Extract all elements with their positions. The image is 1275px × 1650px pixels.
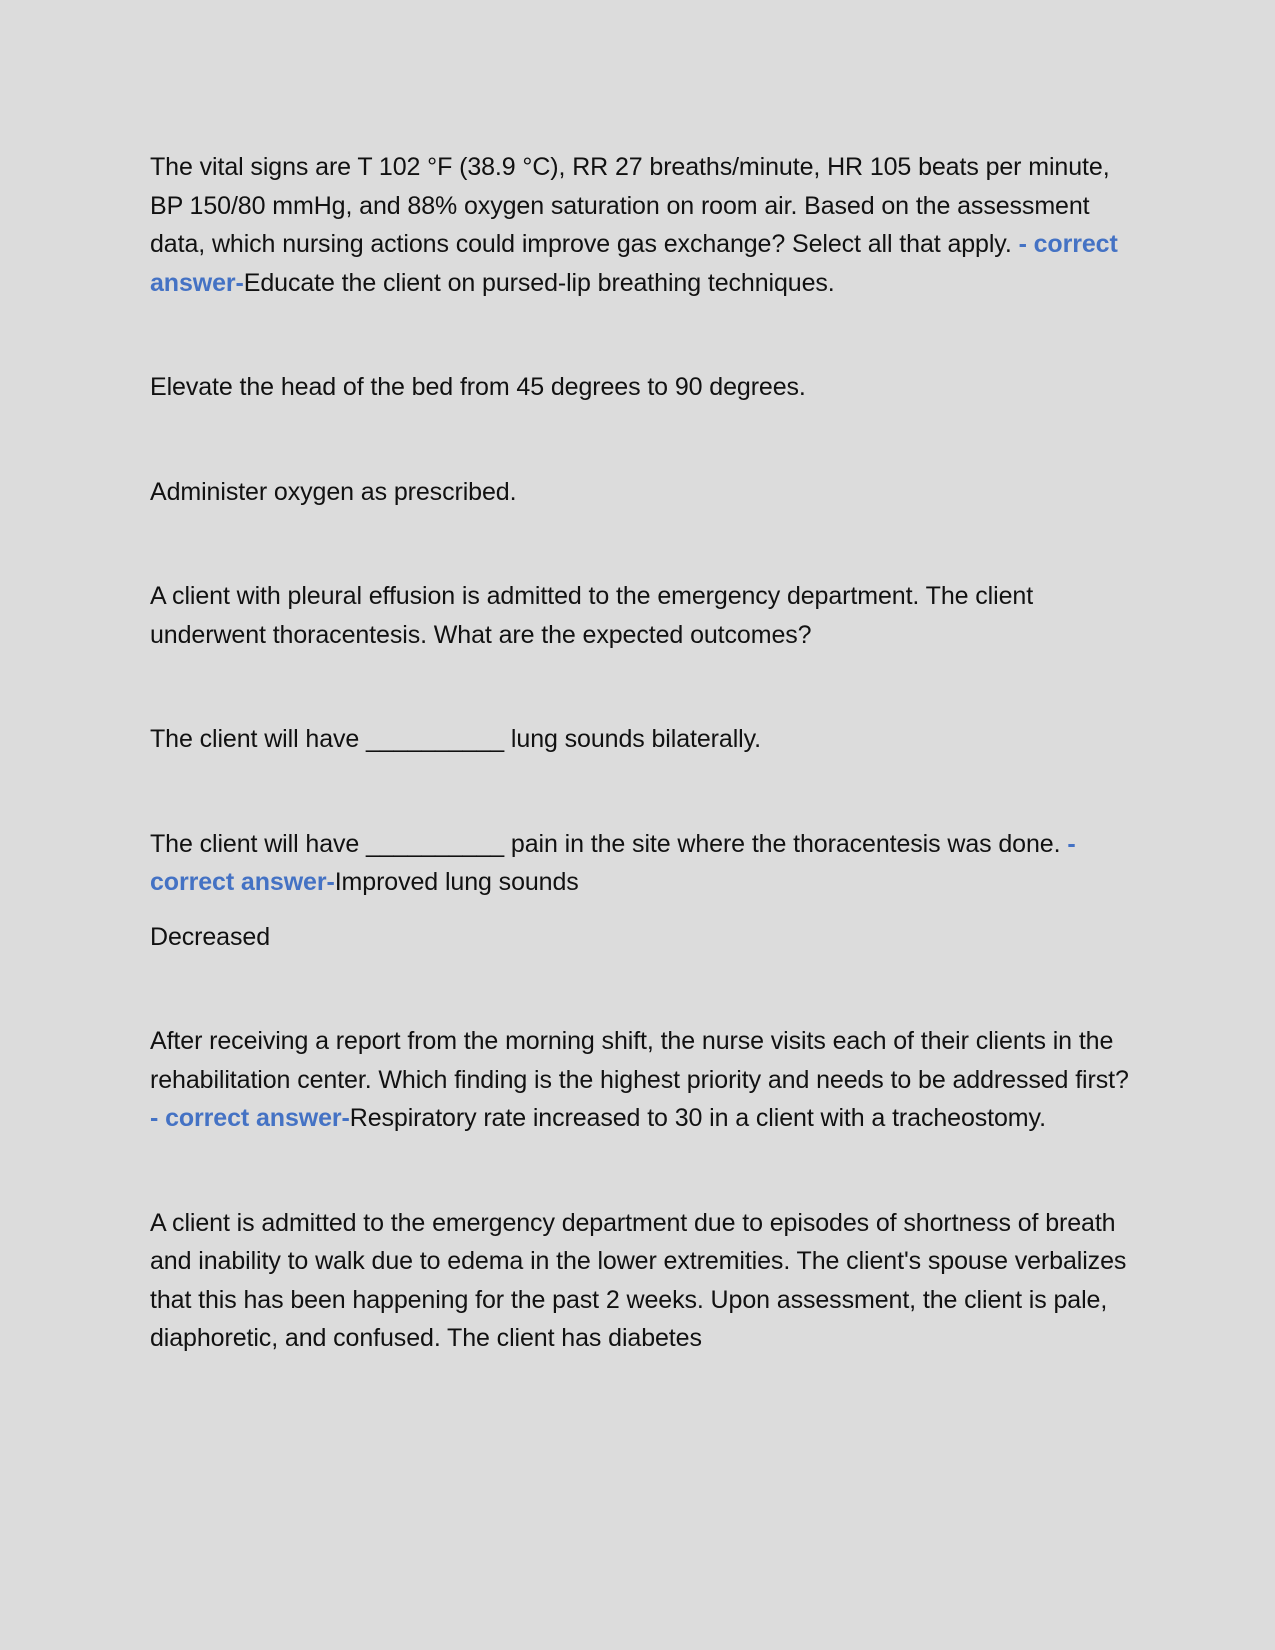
answer-text: Decreased (150, 922, 270, 951)
correct-answer-label: - correct answer- (150, 829, 1076, 896)
question-paragraph (150, 1022, 1140, 1138)
question-text: The client will have __________ pain in the site where the thoracentesis was done. (150, 829, 1061, 858)
correct-answer-label: - correct answer- (150, 1104, 350, 1132)
question-text: A client with pleural effusion is admitted to the emergency department. The client underwent thoracentesis. What are the expected outcomes? (150, 582, 1034, 649)
answer-paragraph (150, 473, 1140, 512)
answer-text: Administer oxygen as prescribed. (150, 477, 517, 506)
answer-paragraph (150, 368, 1140, 407)
answer-text: Improved lung sounds (334, 868, 579, 896)
correct-answer-label: - correct answer- (150, 230, 1118, 297)
question-text: A client is admitted to the emergency department due to episodes of shortness of breath and inability to walk due to edema in the lower extremities. The client's spouse verbalizes that this has been happening for the past 2 weeks. Upon assessment, the client is pale, diaphoretic, and confused. The client has diabetes (150, 1208, 1127, 1352)
question-text: The client will have __________ lung sounds bilaterally. (150, 725, 762, 753)
question-paragraph (150, 825, 1140, 902)
question-paragraph (150, 1204, 1140, 1358)
answer-text: Educate the client on pursed-lip breathing techniques. (243, 268, 835, 297)
answer-paragraph (150, 918, 1140, 957)
question-text: After receiving a report from the morning shift, the nurse visits each of their clients in the rehabilitation center. Which finding is the highest priority and needs to be addressed first? (150, 1027, 1129, 1094)
answer-text: Respiratory rate increased to 30 in a client with a tracheostomy. (349, 1104, 1046, 1132)
question-text: The vital signs are T 102 °F (38.9 °C), RR 27 breaths/minute, HR 105 beats per minute, BP 150/80 mmHg, and 88% oxygen saturation on room air. Based on the assessment data, which nursing actions could improve gas exchange? Select all that apply. (150, 153, 1110, 258)
question-paragraph (150, 148, 1140, 302)
question-paragraph (150, 720, 1140, 759)
question-paragraph (150, 577, 1140, 654)
answer-text: Elevate the head of the bed from 45 degrees to 90 degrees. (150, 373, 806, 401)
document-page (150, 148, 1140, 1358)
